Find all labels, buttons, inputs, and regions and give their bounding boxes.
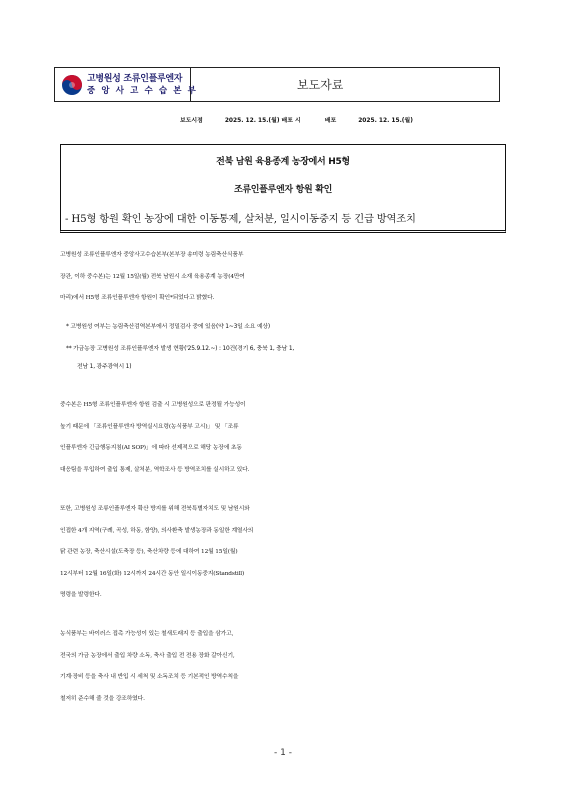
ministry-logo	[55, 68, 198, 101]
doc-type-label: 보도자료	[297, 78, 344, 92]
paragraph-line: 대응팀을 투입하여 출입 통제, 살처분, 역학조사 등 방역조치를 실시하고 있다.	[60, 466, 250, 473]
paragraph-line: 고병원성 조류인플루엔자 중앙사고수습본부(본부장 송미령 농림축산식품부	[60, 252, 244, 258]
paragraph-line: 농식품부는 바이러스 접촉 가능성이 있는 철새도래지 등 출입을 삼가고,	[60, 631, 234, 637]
footnote-line: ** 가금농장 고병원성 조류인플루엔자 발생 현황('25.9.12.~) : 10건(경기 6, 충북 1, 충남 1,	[66, 346, 295, 352]
footnote-line: 전남 1, 광주광역시 1)	[77, 364, 132, 370]
release-time-label: 보도시점	[180, 118, 203, 124]
title-box	[60, 144, 506, 233]
paragraph-line: 인접한 4개 지역(구례, 곡성, 하동, 함양), 의사환축 발생농장과 동일한 계열사의	[60, 527, 254, 534]
paragraph-1	[60, 245, 515, 310]
org-name-line2: 중 앙 사 고 수 습 본 부	[87, 85, 198, 96]
paragraph-line: 철저히 준수해 줄 것을 강조하였다.	[60, 695, 145, 702]
subtitle: - H5형 항원 확인 농장에 대한 이동통제, 살처분, 일시이동중지 등 긴급 방역조치	[65, 213, 416, 225]
headline-line2: 조류인플루엔자 항원 확인	[233, 185, 332, 195]
paragraph-line: 장관, 이하 중수본)는 12월 15일(월) 전북 남원시 소재 육용종계 농장(4만여	[60, 273, 245, 280]
paragraph-line: 중수본은 H5형 조류인플루엔자 항원 검출 시 고병원성으로 판정될 가능성이	[60, 402, 246, 408]
distribution-label: 배포	[324, 118, 337, 124]
paragraph-line: 기계·장비 등을 축사 내 반입 시 세척 및 소독조치 등 기본적인 방역수칙을	[60, 674, 239, 680]
paragraph-2	[60, 395, 515, 481]
footnote-2	[66, 340, 516, 376]
paragraph-3	[60, 499, 515, 607]
headline-line1: 전북 남원 육용종계 농장에서 H5형	[216, 157, 350, 167]
org-name-line1: 고병원성 조류인플루엔자	[87, 73, 183, 84]
release-time-value: 2025. 12. 15.(월) 배포 시	[224, 118, 301, 124]
paragraph-line: 마리)에서 H5형 조류인플루엔자 항원이 확인*되었다고 밝혔다.	[60, 295, 215, 301]
taegeuk-logo-icon	[61, 74, 83, 96]
page-number: - 1 -	[274, 748, 292, 758]
paragraph-line: 인플루엔자 긴급행동지침(AI SOP)」에 따라 선제적으로 해당 농장에 초동	[60, 445, 242, 451]
paragraph-line: 12시부터 12월 16일(화) 12시까지 24시간 동안 일시이동중지(Standstill)	[60, 570, 245, 577]
distribution-value: 2025. 12. 15.(월)	[358, 118, 413, 124]
header-box	[54, 67, 500, 102]
paragraph-line: 명령을 발령한다.	[60, 592, 102, 598]
release-info	[180, 115, 510, 124]
footnote-1	[66, 318, 516, 336]
paragraph-4	[60, 624, 515, 710]
paragraph-line: 전국의 가금 농장에서 출입 차량 소독, 축사 출입 전 전용 장화 갈아신기,	[60, 652, 235, 659]
paragraph-line: 닭 관련 농장, 축산시설(도축장 등), 축산차량 등에 대하여 12월 15일(월)	[60, 549, 238, 555]
paragraph-line: 또한, 고병원성 조류인플루엔자 확산 방지를 위해 전북특별자치도 및 남원시와	[60, 506, 250, 512]
footnote-line: * 고병원성 여부는 농림축산검역본부에서 정밀검사 중에 있음(약 1~3일 소요 예상)	[66, 324, 271, 330]
paragraph-line: 높기 때문에 「조류인플루엔자 방역실시요령(농식품부 고시)」 및 「조류	[60, 423, 239, 430]
